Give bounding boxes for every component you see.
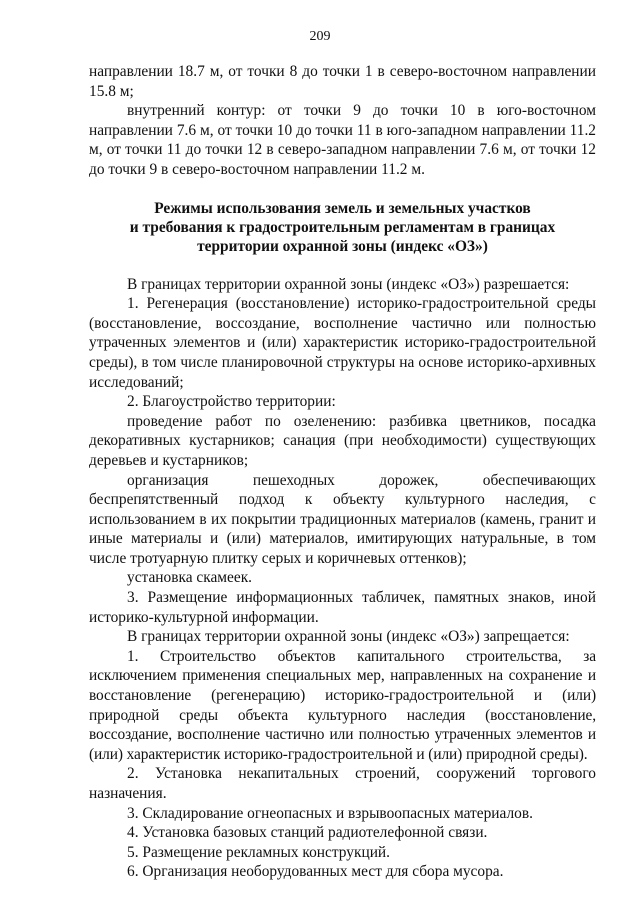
allowed-item-2-greening: проведение работ по озеленению: разбивка цветников, посадка декоративных кустарников; санация (при необходимости) существующих деревьев и кустарников;: [89, 412, 596, 469]
prohibited-item-5: 5. Размещение рекламных конструкций.: [127, 843, 391, 861]
paragraph-inner-contour: внутренний контур: от точки 9 до точки 10 в юго-восточном направлении 7.6 м, от точки 10 до точки 11 в юго-западном направлении 11.2 м, от точки 11 до точки 12 в северо-западном направлении 7.6 м, от точки 12 до точки 9 в северо-восточном направлении 11.2 м.: [89, 102, 596, 178]
prohibited-item-4: 4. Установка базовых станций радиотелефонной связи.: [127, 824, 488, 842]
allowed-item-1: 1. Регенерация (восстановление) историко-градостроительной среды (восстановление, воссоздание, восполнение частично или полностью утраченных элементов и (или) характеристик историко-градостроительной среды), в том числе планировочной структуры на основе историко-архивных исследований;: [89, 295, 596, 391]
prohibited-item-2: 2. Установка некапитальных строений, сооружений торгового назначения.: [89, 765, 596, 802]
section-heading-line-2: и требования к градостроительным регламентам в границах: [129, 218, 556, 236]
prohibited-item-6: 6. Организация необорудованных мест для сбора мусора.: [127, 863, 504, 881]
allowed-item-3: 3. Размещение информационных табличек, памятных знаков, иной историко-культурной информации.: [89, 589, 596, 626]
document-body: [89, 62, 596, 882]
allowed-intro: В границах территории охранной зоны (индекс «ОЗ») разрешается:: [127, 275, 570, 293]
allowed-item-2-benches: установка скамеек.: [127, 569, 253, 587]
section-heading-line-3: территории охранной зоны (индекс «ОЗ»): [197, 237, 488, 255]
paragraph-boundary-end: направлении 18.7 м, от точки 8 до точки 1 в северо-восточном направлении 15.8 м;: [89, 63, 596, 100]
page-number: 209: [309, 29, 331, 44]
prohibited-item-1: 1. Строительство объектов капитального строительства, за исключением применения специальных мер, направленных на сохранение и восстановление (регенерацию) историко-градостроительной и (или) природной среды объекта культурного наследия (восстановление, воссоздание, восполнение частично или полностью утраченных элементов и (или) характеристик историко-градостроительной и (или) природной среды).: [89, 647, 596, 763]
prohibited-item-3: 3. Складирование огнеопасных и взрывоопасных материалов.: [127, 804, 533, 822]
allowed-item-2-title: 2. Благоустройство территории:: [127, 393, 336, 411]
section-heading-line-1: Режимы использования земель и земельных участков: [154, 199, 531, 217]
prohibited-intro: В границах территории охранной зоны (индекс «ОЗ») запрещается:: [127, 628, 570, 646]
section-heading: [89, 199, 596, 256]
allowed-item-2-paths: организация пешеходных дорожек, обеспечивающих беспрепятственный подход к объекту культурного наследия, с использованием в их покрытии традиционных материалов (камень, гранит и иные материалы и (или) материалов, имитирующих натуральные, в том числе тротуарную плитку серых и коричневых оттенков);: [89, 471, 596, 567]
